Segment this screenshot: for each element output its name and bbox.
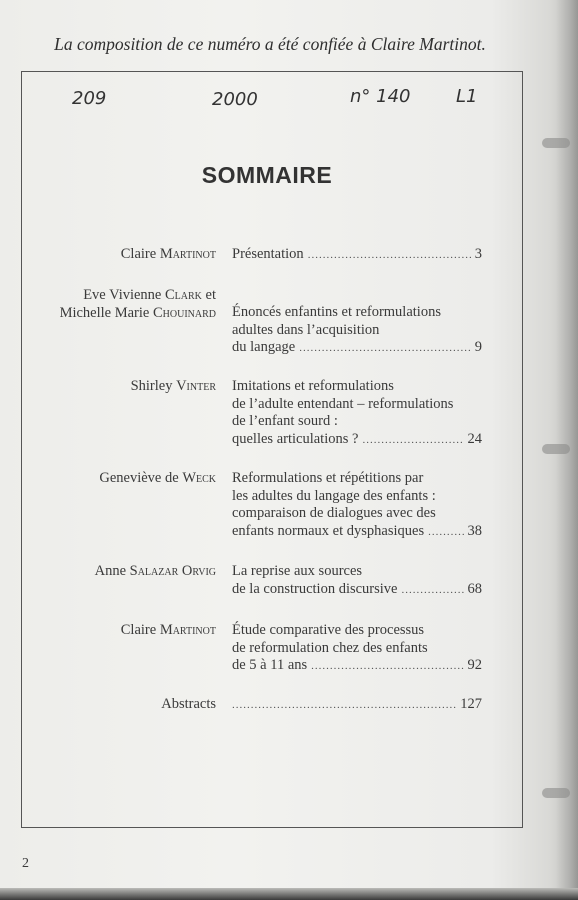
abstracts-label: Abstracts [161,696,216,712]
toc-title-line [232,696,482,715]
leader-dots [402,582,464,600]
toc-author [121,622,216,640]
author-line: Claire Martinot [120,246,216,262]
handwritten-note: 209 [72,88,107,109]
binder-ring [542,444,570,454]
toc-entry[interactable] [232,304,482,358]
leader-dots [299,340,471,358]
leader-dots [308,247,471,265]
author-line: Anne Salazar Orvig [94,563,216,579]
toc-title-line: Étude comparative des processus [232,622,425,638]
toc-title-line: Présentation ..... 3 [232,246,482,265]
toc-author [60,287,216,322]
toc-title-line: Énoncés enfantins et reformulations [232,304,441,320]
toc-title-line: Reformulations et répétitions par [232,470,424,486]
author-line: Geneviève de Weck [99,470,216,486]
toc-page-number: 127 [460,696,482,712]
handwritten-note: 2000 [212,89,258,110]
toc-author [95,563,216,581]
author-line: Claire Martinot [120,622,216,638]
toc-title-line: comparaison de dialogues avec des [232,505,436,521]
handwritten-note: L1 [456,86,478,107]
toc-author [131,378,216,396]
toc-entry[interactable] [232,563,482,599]
toc-entry[interactable] [232,378,482,449]
toc-title-line: de l’enfant sourd : [232,413,338,429]
leader-dots [428,524,463,542]
page-title: SOMMAIRE [201,162,333,188]
toc-page-number: 24 [467,430,482,447]
toc-title-line: de reformulation chez des enfants [232,639,428,656]
page-number: 2 [22,856,29,871]
toc-entry[interactable] [232,622,482,676]
toc-title-line: adultes dans l’acquisition [232,321,380,338]
toc-entry[interactable] [232,246,482,265]
leader-dots [232,697,456,715]
binder-ring [542,138,570,148]
binder-ring [542,788,570,798]
toc-entry[interactable] [232,470,482,541]
author-line: Shirley Vinter [130,378,216,394]
toc-title-line: de la construction discursive ..... 68 [232,581,482,600]
toc-page-number: 68 [467,580,482,597]
leader-dots [311,658,463,676]
composition-credit: La composition de ce numéro a été confiée à Claire Martinot. [54,34,486,54]
scan-bottom-edge [0,888,578,900]
toc-title-line: les adultes du langage des enfants : [232,487,436,504]
toc-title-line: du langage ..... 9 [232,339,482,358]
author-line: Michelle Marie Chouinard [59,304,216,321]
toc-page-number: 92 [467,657,482,673]
toc-author [161,696,216,714]
toc-title-line: quelles articulations ? ..... 24 [232,431,482,450]
toc-title-line: enfants normaux et dysphasiques ..... 38 [232,523,482,542]
toc-page-number: 3 [474,246,482,262]
toc-title-line: de 5 à 11 ans ..... 92 [232,657,482,676]
toc-author [99,470,216,488]
leader-dots [362,432,463,450]
toc-title-line: de l’adulte entendant – reformulations [232,395,454,412]
toc-page-number: 9 [474,339,482,355]
toc-author [121,246,216,264]
handwritten-note: n° 140 [350,86,411,107]
toc-title-line: Imitations et reformulations [232,378,394,394]
author-line: Eve Vivienne Clark et [83,287,216,303]
toc-title-line: La reprise aux sources [232,563,363,579]
toc-page-number: 38 [467,522,482,539]
toc-entry[interactable] [232,696,482,715]
